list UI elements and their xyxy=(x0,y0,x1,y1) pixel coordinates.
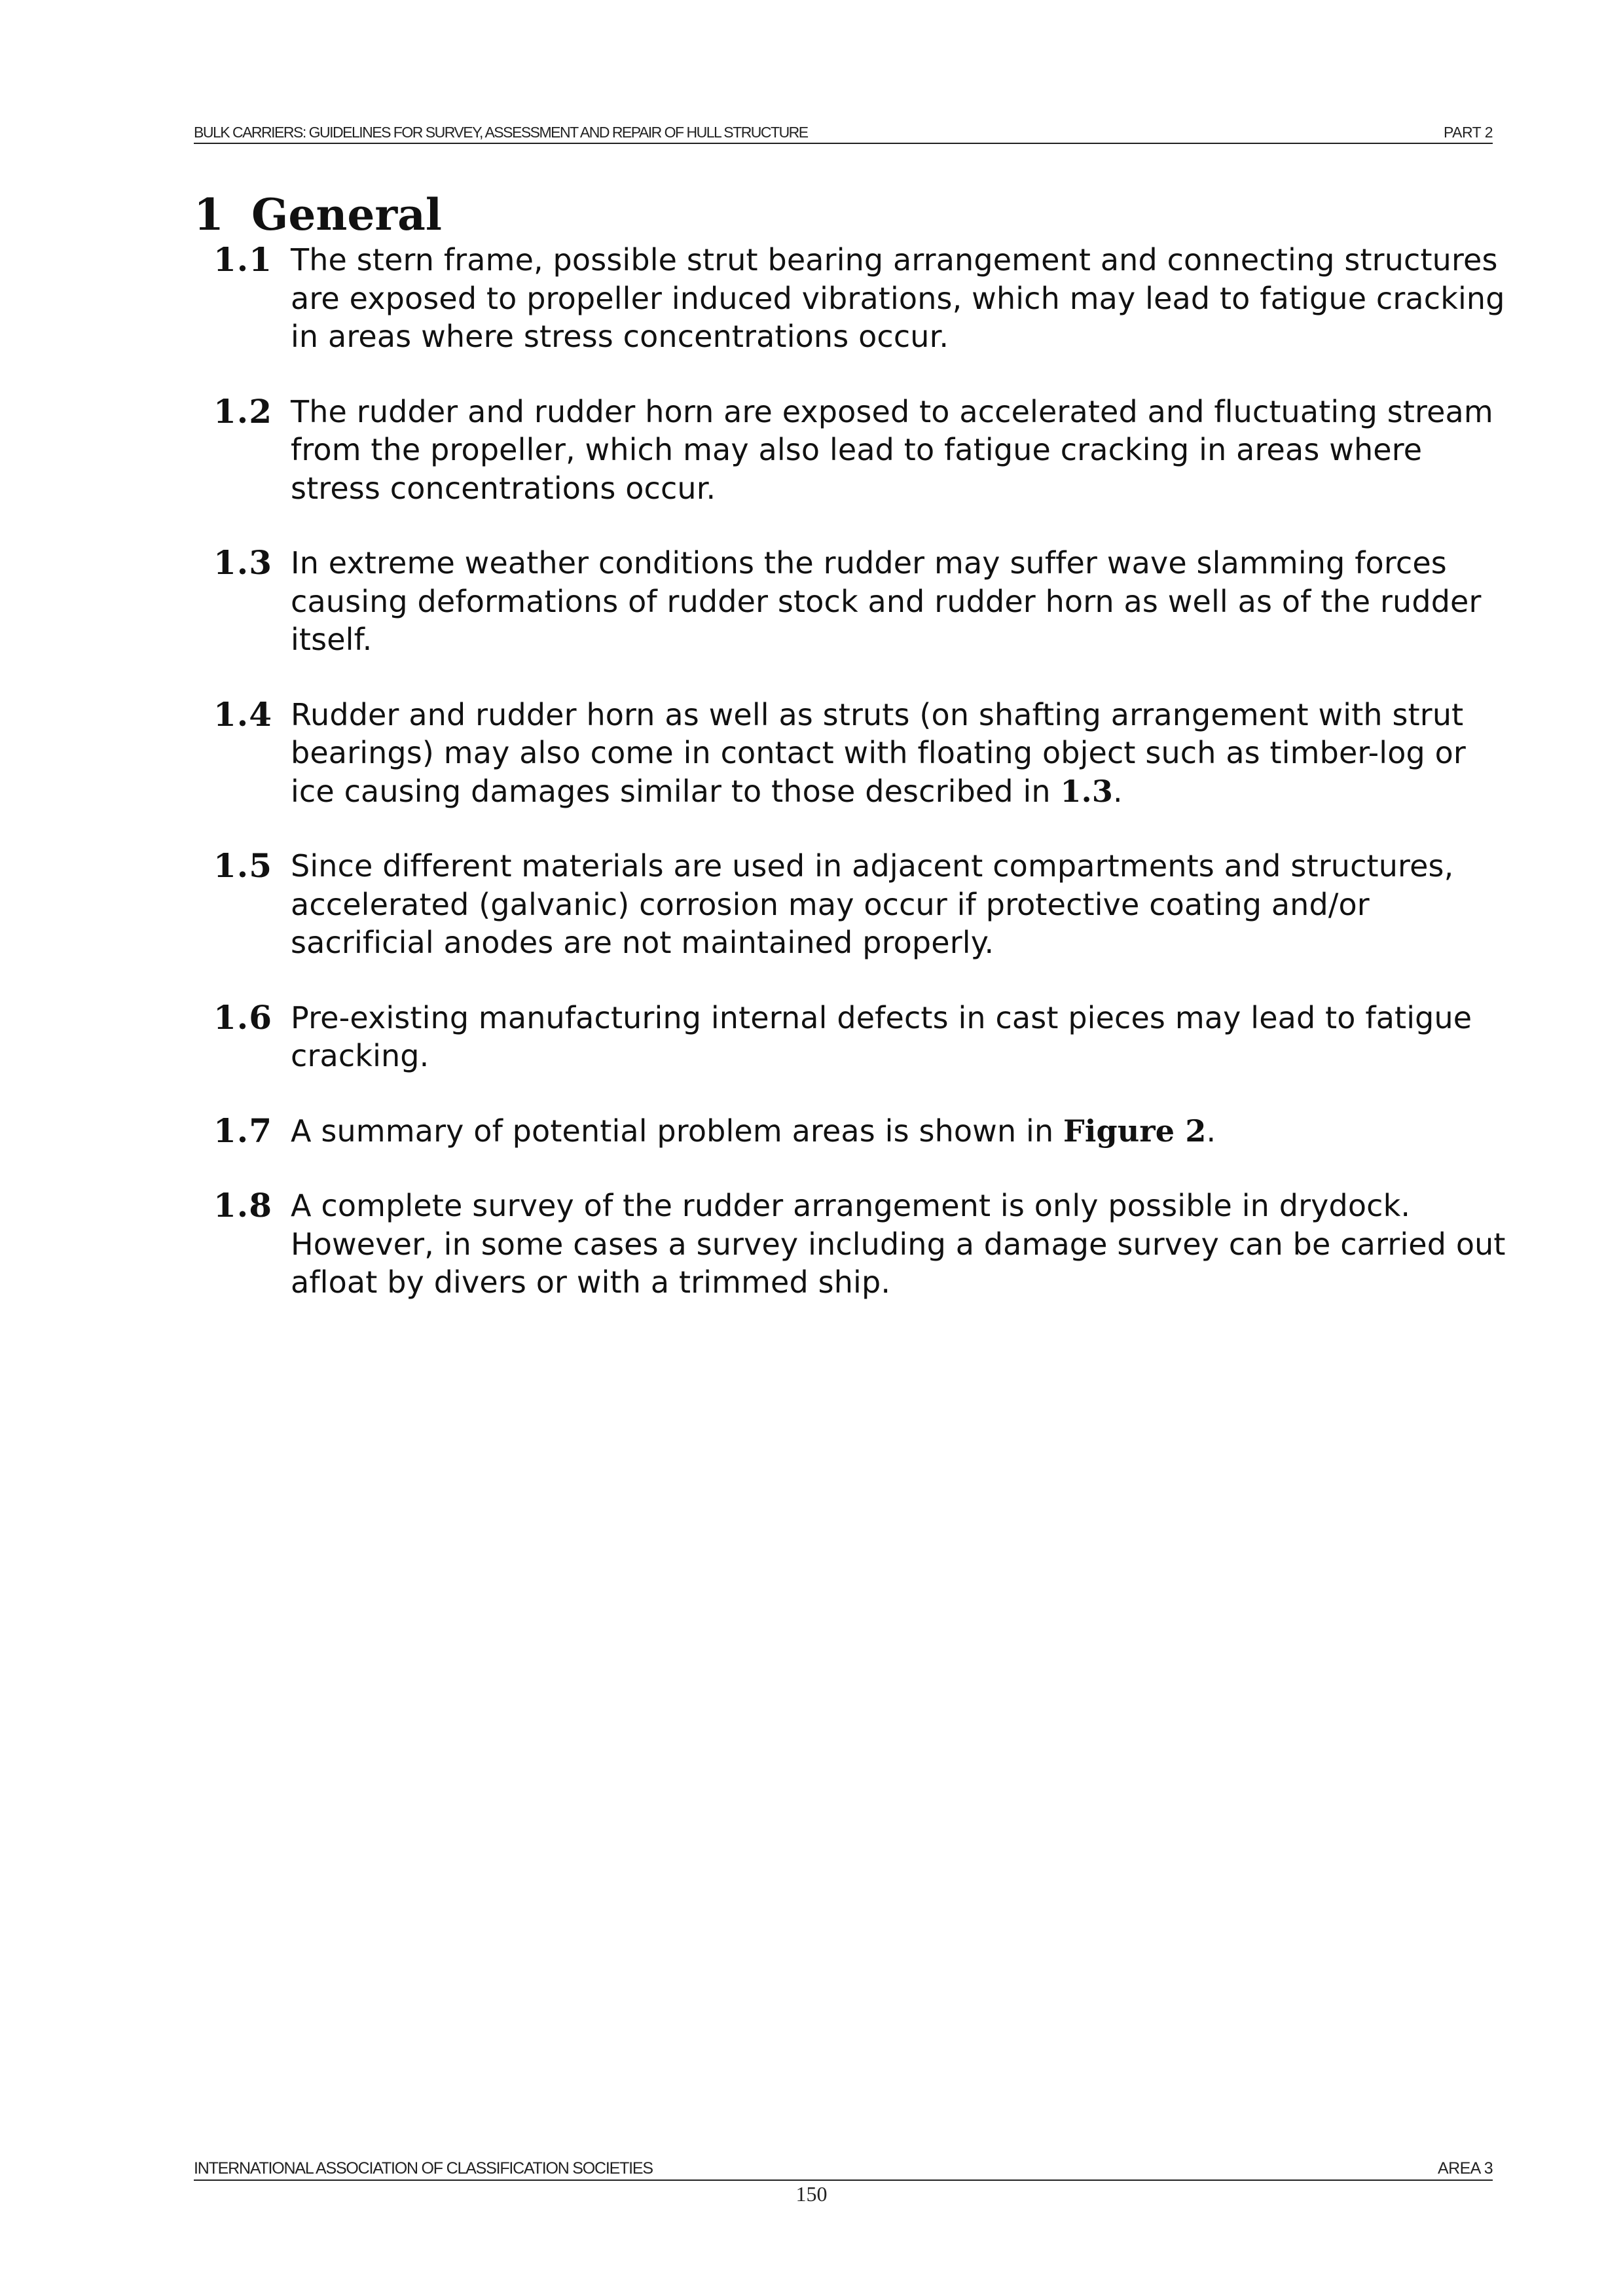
paragraph-text-before: A summary of potential problem areas is shown in xyxy=(291,1113,1064,1149)
paragraph-text: In extreme weather conditions the rudder may suffer wave slamming forces causing deformations of rudder stock and rudder horn as well as of the rudder itself. xyxy=(291,545,1482,657)
paragraph-list xyxy=(213,241,1510,1338)
paragraph-1-6 xyxy=(213,999,1510,1075)
running-header xyxy=(194,123,1493,144)
paragraph-text-after: . xyxy=(1113,773,1123,809)
paragraph-1-8 xyxy=(213,1187,1510,1302)
paragraph-text: A complete survey of the rudder arrangement is only possible in drydock. However, in some cases a survey including a damage survey can be carried out afloat by divers or with a trimmed ship. xyxy=(291,1188,1506,1300)
paragraph-cross-reference: 1.3 xyxy=(1060,773,1113,809)
running-footer xyxy=(194,2160,1493,2181)
paragraph-number: 1.8 xyxy=(213,1186,272,1225)
paragraph-1-4 xyxy=(213,696,1510,811)
paragraph-text-after: . xyxy=(1206,1113,1216,1149)
paragraph-number: 1.4 xyxy=(213,694,272,734)
paragraph-text xyxy=(291,696,1510,811)
paragraph-text-before: Rudder and rudder horn as well as struts (on shafting arrangement with strut bearings) may also come in contact with floating object such as timber-log or ice causing damages similar to those described in xyxy=(291,696,1466,809)
paragraph-text: The rudder and rudder horn are exposed to accelerated and fluctuating stream from the propeller, which may also lead to fatigue cracking in areas where stress concentrations occur. xyxy=(291,393,1493,506)
page-number: 150 xyxy=(795,2182,828,2206)
paragraph-number: 1.6 xyxy=(213,997,272,1037)
paragraph-number: 1.3 xyxy=(213,543,272,582)
section-title: General xyxy=(251,189,442,240)
footer-area-label: AREA 3 xyxy=(1438,2159,1493,2178)
paragraph-1-5 xyxy=(213,847,1510,962)
paragraph-number: 1.1 xyxy=(213,240,272,279)
header-part-label: PART 2 xyxy=(1444,124,1493,141)
paragraph-text: The stern frame, possible strut bearing arrangement and connecting structures are exposed to propeller induced vibrations, which may lead to fatigue cracking in areas where stress concentrations occur. xyxy=(291,242,1505,354)
section-heading xyxy=(194,188,442,241)
section-number: 1 xyxy=(194,189,224,240)
paragraph-1-3 xyxy=(213,544,1510,659)
figure-reference: Figure 2 xyxy=(1063,1113,1207,1149)
paragraph-1-2 xyxy=(213,393,1510,508)
footer-organization: INTERNATIONAL ASSOCIATION OF CLASSIFICATION SOCIETIES xyxy=(194,2159,653,2178)
paragraph-1-7 xyxy=(213,1112,1510,1151)
paragraph-text xyxy=(291,1112,1510,1151)
paragraph-number: 1.7 xyxy=(213,1111,272,1150)
header-document-title: BULK CARRIERS: GUIDELINES FOR SURVEY, ASSESSMENT AND REPAIR OF HULL STRUCTURE xyxy=(194,124,808,141)
paragraph-number: 1.5 xyxy=(213,846,272,885)
paragraph-text: Pre-existing manufacturing internal defects in cast pieces may lead to fatigue cracking. xyxy=(291,999,1472,1073)
paragraph-number: 1.2 xyxy=(213,391,272,431)
paragraph-text: Since different materials are used in adjacent compartments and structures, accelerated (galvanic) corrosion may occur if protective coating and/or sacrificial anodes are not maintained properly. xyxy=(291,848,1454,960)
paragraph-1-1 xyxy=(213,241,1510,356)
